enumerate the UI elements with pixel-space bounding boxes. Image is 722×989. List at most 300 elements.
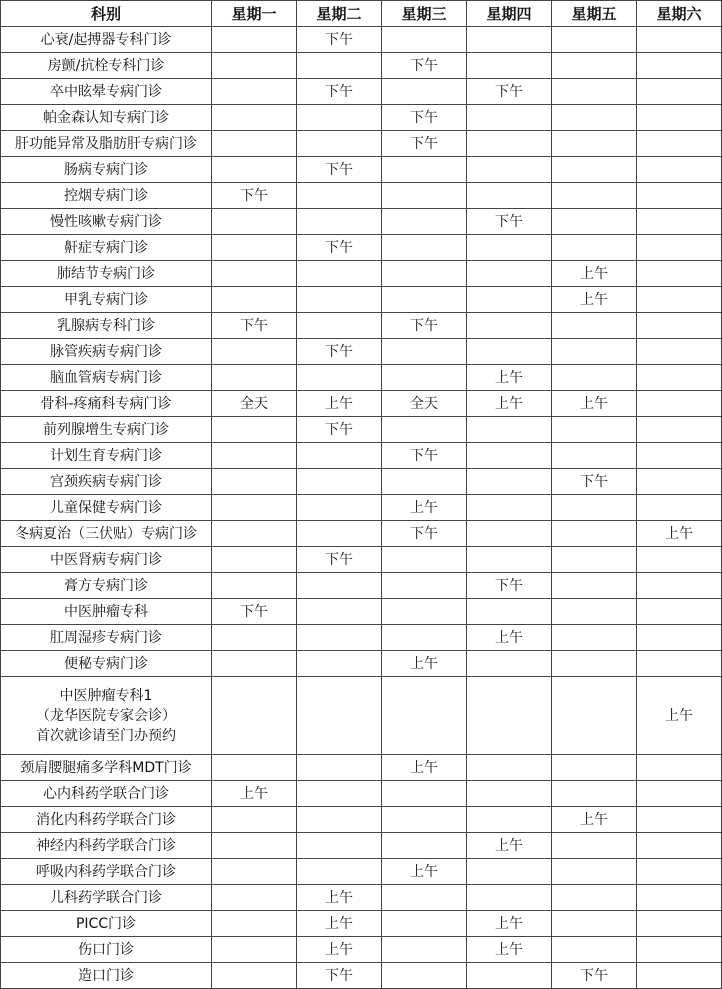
slot-friday: 上午	[552, 287, 637, 313]
department-name: 首次就诊请至门办预约	[36, 727, 176, 744]
department-name: 冬病夏治（三伏贴）专病门诊	[15, 525, 197, 542]
table-row	[1, 313, 722, 339]
department-name: 中医肿瘤专科1	[59, 687, 153, 704]
slot-monday	[212, 287, 297, 313]
slot-wednesday	[382, 937, 467, 963]
department-name: 颈肩腰腿痛多学科MDT门诊	[20, 759, 192, 776]
slot-saturday	[637, 495, 722, 521]
department-name: 鼾症专病门诊	[64, 239, 148, 256]
slot-tuesday: 下午	[297, 417, 382, 443]
slot-friday	[552, 313, 637, 339]
slot-thursday	[467, 963, 552, 989]
slot-wednesday	[382, 287, 467, 313]
slot-monday	[212, 417, 297, 443]
slot-wednesday	[382, 833, 467, 859]
slot-wednesday: 下午	[382, 521, 467, 547]
slot-wednesday	[382, 157, 467, 183]
slot-wednesday: 上午	[382, 755, 467, 781]
slot-wednesday: 下午	[382, 131, 467, 157]
slot-friday	[552, 27, 637, 53]
department-name: 便秘专病门诊	[64, 655, 148, 672]
slot-saturday	[637, 105, 722, 131]
header-monday: 星期一	[212, 1, 297, 27]
department-cell	[1, 547, 212, 573]
slot-tuesday: 下午	[297, 157, 382, 183]
slot-tuesday	[297, 105, 382, 131]
department-name: 房颤/抗栓专科门诊	[47, 57, 165, 74]
slot-wednesday	[382, 183, 467, 209]
department-name: 卒中眩晕专病门诊	[50, 83, 162, 100]
department-cell	[1, 807, 212, 833]
slot-tuesday	[297, 261, 382, 287]
slot-thursday	[467, 885, 552, 911]
slot-friday: 上午	[552, 261, 637, 287]
slot-saturday	[637, 859, 722, 885]
header-saturday: 星期六	[637, 1, 722, 27]
department-cell	[1, 781, 212, 807]
slot-friday: 下午	[552, 469, 637, 495]
slot-tuesday	[297, 443, 382, 469]
slot-tuesday	[297, 495, 382, 521]
slot-saturday	[637, 573, 722, 599]
slot-saturday	[637, 417, 722, 443]
slot-tuesday	[297, 183, 382, 209]
slot-tuesday	[297, 53, 382, 79]
slot-tuesday	[297, 625, 382, 651]
table-row	[1, 183, 722, 209]
slot-friday: 上午	[552, 391, 637, 417]
department-name: 肺结节专病门诊	[57, 265, 155, 282]
slot-wednesday: 下午	[382, 313, 467, 339]
table-row	[1, 339, 722, 365]
slot-friday	[552, 443, 637, 469]
slot-wednesday	[382, 963, 467, 989]
department-name: 肛周湿疹专病门诊	[50, 629, 162, 646]
slot-tuesday: 上午	[297, 885, 382, 911]
slot-thursday	[467, 443, 552, 469]
slot-thursday	[467, 235, 552, 261]
table-row	[1, 27, 722, 53]
slot-saturday	[637, 885, 722, 911]
header-friday: 星期五	[552, 1, 637, 27]
table-row	[1, 833, 722, 859]
header-tuesday: 星期二	[297, 1, 382, 27]
department-cell	[1, 235, 212, 261]
slot-thursday	[467, 755, 552, 781]
slot-saturday	[637, 131, 722, 157]
table-row	[1, 287, 722, 313]
table-row	[1, 625, 722, 651]
table-row	[1, 443, 722, 469]
table-row	[1, 573, 722, 599]
slot-tuesday	[297, 755, 382, 781]
slot-wednesday	[382, 625, 467, 651]
slot-tuesday	[297, 807, 382, 833]
table-row	[1, 963, 722, 989]
slot-wednesday: 上午	[382, 495, 467, 521]
slot-saturday	[637, 547, 722, 573]
slot-tuesday	[297, 521, 382, 547]
slot-monday	[212, 547, 297, 573]
department-name: 脑血管病专病门诊	[50, 369, 162, 386]
slot-friday	[552, 599, 637, 625]
table-row	[1, 79, 722, 105]
slot-tuesday: 下午	[297, 547, 382, 573]
slot-saturday	[637, 937, 722, 963]
slot-saturday	[637, 599, 722, 625]
department-cell	[1, 911, 212, 937]
table-row	[1, 547, 722, 573]
slot-tuesday	[297, 651, 382, 677]
slot-saturday	[637, 443, 722, 469]
slot-monday	[212, 573, 297, 599]
department-name: 中医肾病专病门诊	[50, 551, 162, 568]
slot-thursday: 上午	[467, 911, 552, 937]
slot-tuesday	[297, 599, 382, 625]
slot-monday	[212, 53, 297, 79]
slot-saturday	[637, 755, 722, 781]
slot-saturday	[637, 651, 722, 677]
slot-thursday	[467, 417, 552, 443]
slot-thursday	[467, 53, 552, 79]
slot-monday: 下午	[212, 313, 297, 339]
slot-thursday	[467, 469, 552, 495]
department-cell	[1, 937, 212, 963]
department-name: 儿童保健专病门诊	[50, 499, 162, 516]
slot-friday: 上午	[552, 807, 637, 833]
department-cell	[1, 885, 212, 911]
table-row	[1, 677, 722, 755]
slot-thursday	[467, 287, 552, 313]
department-cell	[1, 677, 212, 755]
department-name: 甲乳专病门诊	[64, 291, 148, 308]
department-name: 宫颈疾病专病门诊	[50, 473, 162, 490]
slot-tuesday	[297, 209, 382, 235]
slot-wednesday	[382, 417, 467, 443]
slot-monday	[212, 157, 297, 183]
slot-thursday: 上午	[467, 365, 552, 391]
department-name: 消化内科药学联合门诊	[36, 811, 176, 828]
slot-monday	[212, 521, 297, 547]
slot-monday	[212, 859, 297, 885]
slot-monday	[212, 937, 297, 963]
slot-wednesday	[382, 339, 467, 365]
department-cell	[1, 53, 212, 79]
slot-tuesday	[297, 469, 382, 495]
department-name: 心内科药学联合门诊	[43, 785, 169, 802]
header-row	[1, 1, 722, 27]
slot-monday	[212, 105, 297, 131]
slot-wednesday	[382, 209, 467, 235]
table-row	[1, 911, 722, 937]
slot-thursday: 上午	[467, 833, 552, 859]
slot-wednesday	[382, 27, 467, 53]
slot-saturday	[637, 625, 722, 651]
slot-tuesday: 下午	[297, 27, 382, 53]
department-name: 呼吸内科药学联合门诊	[36, 863, 176, 880]
slot-saturday	[637, 287, 722, 313]
table-row	[1, 937, 722, 963]
slot-friday	[552, 547, 637, 573]
slot-friday	[552, 651, 637, 677]
slot-friday	[552, 495, 637, 521]
slot-friday	[552, 677, 637, 755]
department-cell	[1, 209, 212, 235]
slot-wednesday: 全天	[382, 391, 467, 417]
table-row	[1, 365, 722, 391]
department-name: 肝功能异常及脂肪肝专病门诊	[15, 135, 197, 152]
slot-monday	[212, 131, 297, 157]
slot-monday	[212, 339, 297, 365]
slot-friday	[552, 625, 637, 651]
slot-tuesday: 下午	[297, 79, 382, 105]
slot-saturday	[637, 963, 722, 989]
slot-wednesday	[382, 469, 467, 495]
slot-wednesday	[382, 261, 467, 287]
department-cell	[1, 521, 212, 547]
slot-saturday	[637, 391, 722, 417]
slot-thursday	[467, 261, 552, 287]
department-cell	[1, 157, 212, 183]
slot-thursday	[467, 677, 552, 755]
department-cell	[1, 625, 212, 651]
slot-wednesday: 上午	[382, 859, 467, 885]
slot-friday	[552, 781, 637, 807]
slot-monday	[212, 755, 297, 781]
slot-monday	[212, 235, 297, 261]
slot-thursday	[467, 547, 552, 573]
table-row	[1, 105, 722, 131]
department-cell	[1, 183, 212, 209]
department-name: 伤口门诊	[78, 941, 134, 958]
table-row	[1, 391, 722, 417]
slot-thursday: 下午	[467, 573, 552, 599]
department-name: （龙华医院专家会诊）	[36, 707, 176, 724]
department-cell	[1, 105, 212, 131]
slot-saturday	[637, 911, 722, 937]
slot-wednesday	[382, 547, 467, 573]
slot-thursday	[467, 781, 552, 807]
slot-thursday	[467, 859, 552, 885]
slot-friday	[552, 79, 637, 105]
slot-saturday	[637, 157, 722, 183]
slot-tuesday	[297, 131, 382, 157]
table-row	[1, 261, 722, 287]
department-cell	[1, 495, 212, 521]
slot-monday	[212, 963, 297, 989]
department-cell	[1, 131, 212, 157]
slot-thursday: 下午	[467, 209, 552, 235]
table-row	[1, 469, 722, 495]
table-row	[1, 807, 722, 833]
slot-tuesday	[297, 781, 382, 807]
slot-wednesday	[382, 807, 467, 833]
slot-tuesday	[297, 365, 382, 391]
slot-thursday	[467, 105, 552, 131]
slot-thursday	[467, 183, 552, 209]
slot-wednesday	[382, 885, 467, 911]
slot-saturday	[637, 781, 722, 807]
department-cell	[1, 859, 212, 885]
slot-tuesday: 上午	[297, 911, 382, 937]
slot-tuesday: 上午	[297, 937, 382, 963]
schedule-body	[1, 27, 722, 989]
slot-thursday	[467, 27, 552, 53]
slot-friday	[552, 911, 637, 937]
slot-friday	[552, 833, 637, 859]
table-row	[1, 885, 722, 911]
slot-monday	[212, 677, 297, 755]
slot-monday	[212, 625, 297, 651]
header-wednesday: 星期三	[382, 1, 467, 27]
department-cell	[1, 651, 212, 677]
slot-saturday	[637, 833, 722, 859]
slot-monday	[212, 885, 297, 911]
slot-tuesday: 下午	[297, 963, 382, 989]
department-name: 脉管疾病专病门诊	[50, 343, 162, 360]
slot-monday	[212, 911, 297, 937]
slot-thursday: 上午	[467, 625, 552, 651]
slot-friday	[552, 183, 637, 209]
slot-monday	[212, 469, 297, 495]
slot-friday	[552, 53, 637, 79]
header-department: 科别	[1, 1, 212, 27]
department-cell	[1, 963, 212, 989]
slot-saturday	[637, 183, 722, 209]
slot-thursday	[467, 313, 552, 339]
slot-wednesday	[382, 781, 467, 807]
slot-saturday	[637, 261, 722, 287]
slot-friday	[552, 105, 637, 131]
table-row	[1, 521, 722, 547]
slot-thursday	[467, 807, 552, 833]
slot-friday	[552, 417, 637, 443]
department-cell	[1, 313, 212, 339]
slot-friday	[552, 157, 637, 183]
department-name: 乳腺病专科门诊	[57, 317, 155, 334]
department-name: 神经内科药学联合门诊	[36, 837, 176, 854]
department-name: 肠病专病门诊	[64, 161, 148, 178]
slot-wednesday	[382, 911, 467, 937]
table-row	[1, 131, 722, 157]
slot-tuesday	[297, 859, 382, 885]
table-row	[1, 651, 722, 677]
department-cell	[1, 833, 212, 859]
department-name: 中医肿瘤专科	[64, 603, 148, 620]
slot-friday	[552, 131, 637, 157]
slot-monday: 下午	[212, 183, 297, 209]
slot-friday	[552, 339, 637, 365]
slot-saturday	[637, 235, 722, 261]
slot-friday	[552, 365, 637, 391]
slot-friday	[552, 885, 637, 911]
slot-friday	[552, 573, 637, 599]
table-row	[1, 157, 722, 183]
table-row	[1, 781, 722, 807]
department-cell	[1, 365, 212, 391]
slot-saturday	[637, 807, 722, 833]
department-cell	[1, 443, 212, 469]
department-name: PICC门诊	[75, 915, 137, 932]
slot-monday	[212, 365, 297, 391]
slot-wednesday	[382, 235, 467, 261]
slot-wednesday: 下午	[382, 105, 467, 131]
slot-monday	[212, 261, 297, 287]
slot-wednesday	[382, 573, 467, 599]
table-row	[1, 417, 722, 443]
slot-saturday: 上午	[637, 521, 722, 547]
slot-wednesday	[382, 365, 467, 391]
slot-tuesday: 下午	[297, 339, 382, 365]
department-cell	[1, 417, 212, 443]
slot-wednesday	[382, 79, 467, 105]
department-name: 帕金森认知专病门诊	[43, 109, 169, 126]
slot-saturday	[637, 79, 722, 105]
slot-monday	[212, 209, 297, 235]
slot-saturday	[637, 27, 722, 53]
slot-thursday: 上午	[467, 391, 552, 417]
department-name: 计划生育专病门诊	[50, 447, 162, 464]
department-name: 心衰/起搏器专科门诊	[40, 31, 172, 48]
department-cell	[1, 79, 212, 105]
slot-monday: 全天	[212, 391, 297, 417]
department-cell	[1, 261, 212, 287]
slot-monday: 上午	[212, 781, 297, 807]
slot-tuesday	[297, 287, 382, 313]
slot-monday	[212, 79, 297, 105]
header-thursday: 星期四	[467, 1, 552, 27]
slot-saturday	[637, 365, 722, 391]
slot-monday	[212, 443, 297, 469]
slot-thursday	[467, 339, 552, 365]
slot-friday	[552, 859, 637, 885]
slot-wednesday: 上午	[382, 651, 467, 677]
department-cell	[1, 469, 212, 495]
slot-thursday	[467, 495, 552, 521]
slot-monday: 下午	[212, 599, 297, 625]
slot-saturday	[637, 339, 722, 365]
department-cell	[1, 755, 212, 781]
slot-thursday	[467, 131, 552, 157]
department-name: 骨科-疼痛科专病门诊	[40, 395, 172, 412]
department-name: 前列腺增生专病门诊	[43, 421, 169, 438]
department-cell	[1, 27, 212, 53]
slot-wednesday: 下午	[382, 53, 467, 79]
department-cell	[1, 391, 212, 417]
table-row	[1, 209, 722, 235]
department-name: 慢性咳嗽专病门诊	[50, 213, 162, 230]
slot-thursday: 上午	[467, 937, 552, 963]
slot-friday: 下午	[552, 963, 637, 989]
slot-monday	[212, 651, 297, 677]
slot-friday	[552, 937, 637, 963]
department-cell	[1, 573, 212, 599]
slot-tuesday	[297, 677, 382, 755]
table-row	[1, 859, 722, 885]
slot-tuesday: 下午	[297, 235, 382, 261]
slot-monday	[212, 495, 297, 521]
slot-thursday	[467, 651, 552, 677]
department-cell	[1, 287, 212, 313]
slot-friday	[552, 209, 637, 235]
slot-wednesday	[382, 677, 467, 755]
slot-monday	[212, 833, 297, 859]
slot-thursday	[467, 157, 552, 183]
table-row	[1, 495, 722, 521]
department-name: 造口门诊	[78, 967, 134, 984]
department-name: 儿科药学联合门诊	[50, 889, 162, 906]
slot-saturday	[637, 209, 722, 235]
